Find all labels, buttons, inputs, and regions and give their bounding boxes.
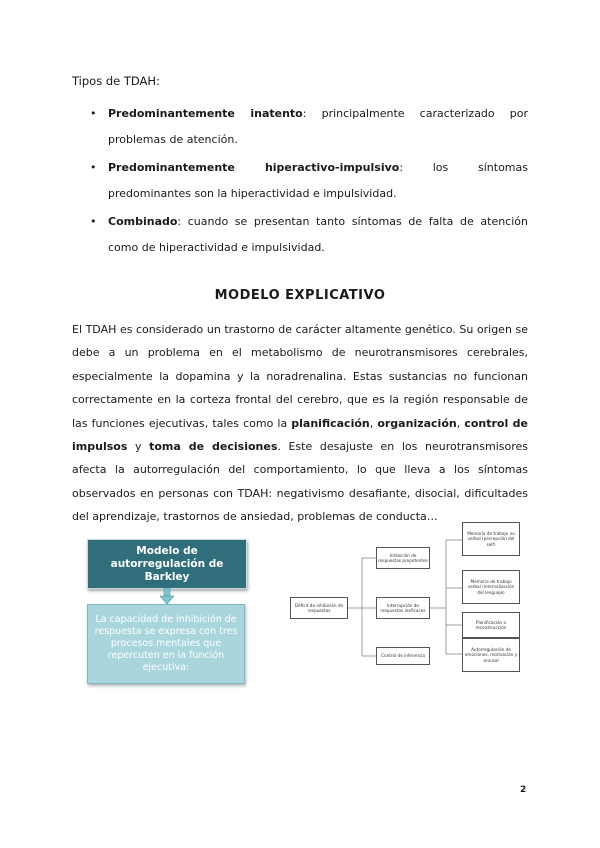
paragraph-separator: y xyxy=(127,440,150,454)
emphasis-planificacion: planificación xyxy=(291,416,370,430)
bullet-dot: • xyxy=(90,107,97,120)
diagram-middle-node: Control de inferencia xyxy=(376,647,430,665)
diagram-right-node: Autorregulación de emociones, motivación y arousal xyxy=(462,638,520,672)
bullet-description: : principalmente caracterizado por problemas de atención. xyxy=(108,107,529,146)
bullet-description: : cuando se presentan tanto síntomas de falta de atención como de hiperactividad e impulsividad. xyxy=(108,215,528,254)
emphasis-control-impulsos: control de impulsos xyxy=(72,416,528,454)
diagram-right-node: Memoria de trabajo no verbal (percepción del self) xyxy=(462,522,520,556)
model-title-box: Modelo de autorregulación de Barkley xyxy=(87,539,247,589)
paragraph-separator: , xyxy=(456,416,465,430)
paragraph-separator: , xyxy=(369,416,378,430)
emphasis-organizacion: organización xyxy=(377,416,457,430)
types-intro: Tipos de TDAH: xyxy=(72,74,160,88)
inhibition-diagram xyxy=(290,518,530,663)
bullet-description: : los síntomas predominantes son la hiperactividad e impulsividad. xyxy=(108,161,528,200)
bullet-term: Predominantemente hiperactivo-impulsivo xyxy=(108,161,400,174)
page-number: 2 xyxy=(520,785,527,795)
bullet-item-combinado xyxy=(90,209,528,261)
bullet-term: Predominantemente inatento xyxy=(108,107,303,120)
diagram-middle-node: Inhibición de respuestas prepotentes xyxy=(376,547,430,569)
emphasis-toma-decisiones: toma de decisiones xyxy=(149,440,278,454)
diagram-right-node: Memoria de trabajo verbal (internalización del lenguaje) xyxy=(462,570,520,604)
bullet-term: Combinado xyxy=(108,215,178,228)
bullet-dot: • xyxy=(90,215,97,228)
bullet-dot: • xyxy=(90,161,97,174)
bullet-item-inatento xyxy=(90,101,528,153)
diagram-right-node: Planificación o reconstrucción xyxy=(462,612,520,638)
model-description-box: La capacidad de inhibición de respuesta se expresa con tres procesos mentales que repercuten en la función ejecutiva: xyxy=(87,604,245,684)
diagram-middle-node: Interrupción de respuestas ineficaces xyxy=(376,597,430,619)
bullet-item-hiperactivo xyxy=(90,155,528,207)
section-heading: MODELO EXPLICATIVO xyxy=(214,288,386,303)
arrow-down-icon xyxy=(160,588,174,604)
diagram-root-node: Déficit de inhibición de respuestas xyxy=(290,597,348,619)
explanatory-paragraph xyxy=(72,318,528,529)
paragraph-text: . Este desajuste en los neurotransmisores afecta la autorregulación del comportamiento, lo que lleva a los síntomas observados en personas con TDAH: negativismo desafiante, disocial, dificultades del aprendizaje, trastornos de ansiedad, problemas de conducta… xyxy=(72,440,528,524)
paragraph-text: El TDAH es considerado un trastorno de carácter altamente genético. Su origen se debe a un problema en el metabolismo de neurotransmisores cerebrales, especialmente la dopamina y la noradrenalina. Estas sustancias no funcionan correctamente en la corteza frontal del cerebro, que es la región responsable de las funciones ejecutivas, tales como la xyxy=(72,323,528,430)
